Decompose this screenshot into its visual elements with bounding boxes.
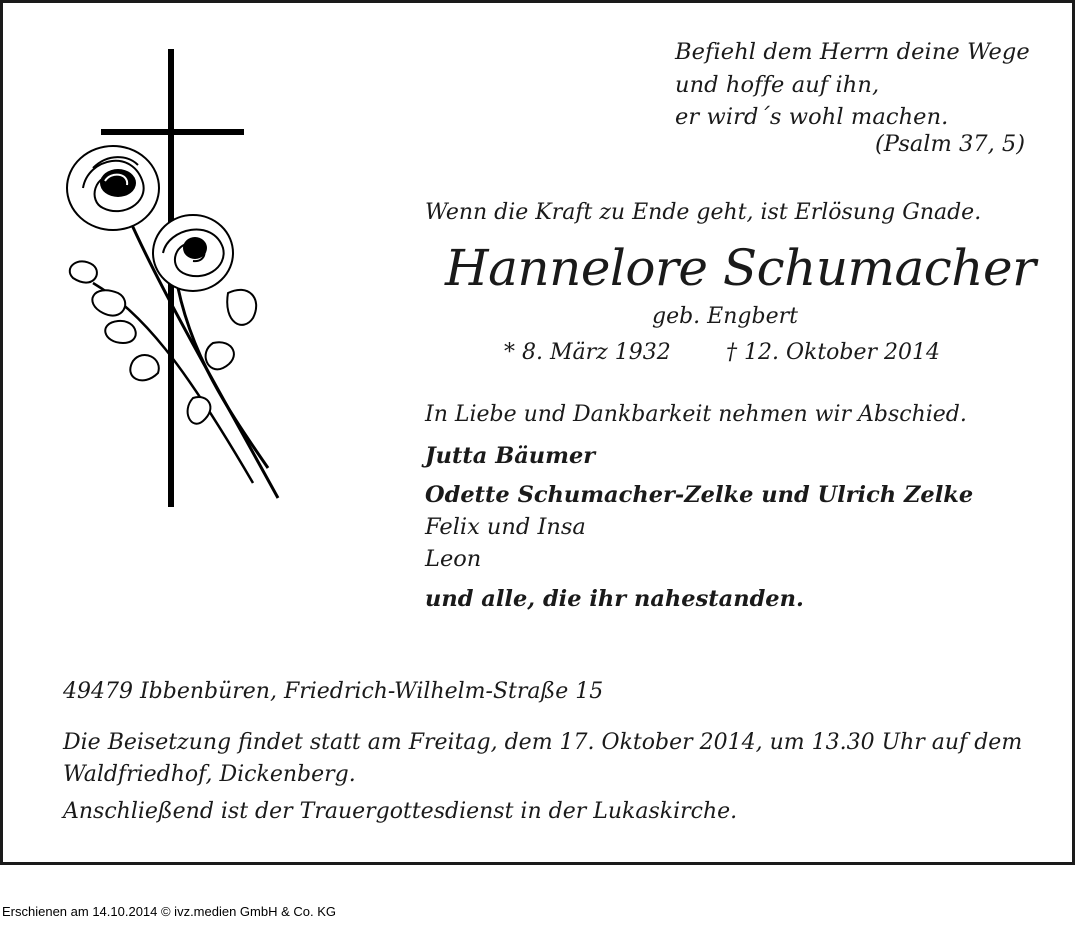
publication-footer: Erschienen am 14.10.2014 © ivz.medien GmbH & Co. KG bbox=[2, 904, 337, 919]
mourner-name: Felix und Insa bbox=[425, 514, 586, 540]
death-date: † 12. Oktober 2014 bbox=[726, 340, 941, 365]
psalm-line: er wird´s wohl machen. bbox=[675, 104, 949, 130]
psalm-line: und hoffe auf ihn, bbox=[675, 71, 880, 98]
psalm-line: Befiehl dem Herrn deine Wege bbox=[675, 39, 1030, 65]
mourner-name: Jutta Bäumer bbox=[425, 443, 596, 469]
service-info: Anschließend ist der Trauergottesdienst in der Lukaskirche. bbox=[63, 799, 738, 824]
cross-with-roses-icon bbox=[63, 43, 303, 513]
farewell-line: In Liebe und Dankbarkeit nehmen wir Abschied. bbox=[425, 402, 967, 427]
motto: Wenn die Kraft zu Ende geht, ist Erlösung Gnade. bbox=[425, 200, 982, 225]
mourner-name: Odette Schumacher-Zelke und Ulrich Zelke bbox=[425, 482, 974, 508]
mourner-closing: und alle, die ihr nahestanden. bbox=[425, 586, 804, 612]
psalm-verse bbox=[675, 36, 1030, 134]
funeral-info: Die Beisetzung findet statt am Freitag, dem 17. Oktober 2014, um 13.30 Uhr auf dem Waldfriedhof, Dickenberg. bbox=[63, 730, 1023, 787]
deceased-name: Hannelore Schumacher bbox=[445, 239, 1036, 297]
birth-date: * 8. März 1932 bbox=[504, 340, 671, 365]
mourner-name: Leon bbox=[425, 546, 482, 572]
birth-name: geb. Engbert bbox=[652, 304, 798, 329]
psalm-reference: (Psalm 37, 5) bbox=[875, 131, 1025, 157]
address: 49479 Ibbenbüren, Friedrich-Wilhelm-Straße 15 bbox=[63, 679, 604, 704]
